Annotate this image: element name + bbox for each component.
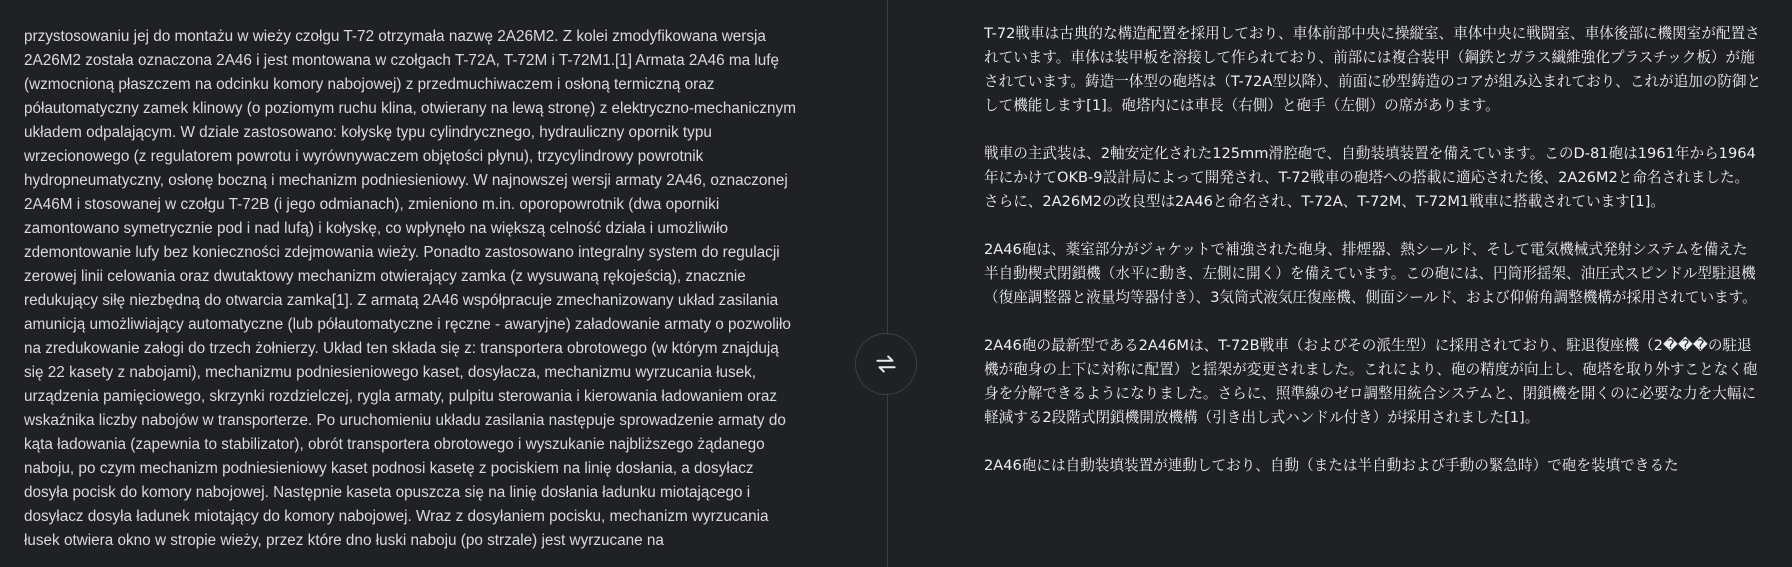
- target-pane[interactable]: [888, 0, 1792, 567]
- source-text[interactable]: [24, 25, 796, 553]
- source-text-body: przystosowaniu jej do montażu w wieży czołgu T-72 otrzymała nazwę 2A26M2. Z kolei zmodyfikowana wersja 2A26M2 została oznaczona 2A46 i jest montowana w czołgach T-72A, T-72M i T-72M1.[1] Armata 2A46 ma lufę (wzmocnioną płaszczem na odcinku komory nabojowej) z przedmuchiwaczem i osłoną termiczną oraz półautomatyczny zamek klinowy (o poziomym ruchu klina, otwierany na lewą stronę) z elektryczno-mechanicznym układem odpalającym. W dziale zastosowano: kołyskę typu cylindrycznego, hydrauliczny opornik typu wrzecionowego (z regulatorem powrotu i wyrównywaczem objętości płynu), trzycylindrowy powrotnik hydropneumatyczny, osłonę boczną i mechanizm podniesieniowy. W najnowszej wersji armaty 2A46, oznaczonej 2A46M i stosowanej w czołgu T-72B (i jego odmianach), zmieniono m.in. oporopowrotnik (dwa oporniki zamontowano symetrycznie pod i nad lufą) i kołyskę, co wpłynęło na większą celność działa i umożliwiło zdemontowanie lufy bez konieczności zdejmowania wieży. Ponadto zastosowano integralny system do regulacji zerowej linii celowania oraz dwutaktowy mechanizm otwierający zamka (z wysuwaną rękojeścią), znacznie redukujący siłę niezbędną do otwarcia zamka[1]. Z armatą 2A46 współpracuje zmechanizowany układ zasilania amunicją umożliwiający automatyczne (lub półautomatyczne i ręczne - awaryjne) załadowanie armaty o pozwoliło na zredukowanie załogi do trzech żołnierzy. Układ ten składa się z: transportera obrotowego (w którym znajdują się 22 kasety z nabojami), mechanizmu podniesieniowego kaset, dosyłacza, mechanizmu wyrzucania łusek, urządzenia pamięciowego, skrzynki rozdzielczej, rygla armaty, pulpitu sterowania i kierowania ładowaniem oraz wskaźnika liczby nabojów w transporterze. Po uruchomieniu układu zasilania następuje sprowadzenie armaty do kąta ładowania (zapewnia to stabilizator), obrót transportera obrotowego i wyszukanie najbliższego żądanego naboju, po czym mechanizm podniesieniowy kaset podnosi kasetę z pociskiem na linię dosłania, a dosyłacz dosyła pocisk do komory nabojowej. Następnie kaseta opuszcza się na linię dosłania ładunku miotającego i dosyłacz dosyła ładunek miotający do komory nabojowej. Wraz z dosyłaniem pocisku, mechanizm wyrzucania łusek otwiera okno w stropie wieży, przez które dno łuski naboju (po strzale) jest wyrzucane na: [24, 28, 796, 549]
- translated-paragraph: 2A46砲の最新型である2A46Mは、T-72B戦車（およびその派生型）に採用されており、駐退復座機（2���の駐退機が砲身の上下に対称に配置）と揺架が変更されました。これにより、砲の精度が向上し、砲塔を取り外すことなく砲身を分解できるようになりました。さらに、照準線のゼロ調整用統合システムと、閉鎖機を開くのに必要な力を大幅に軽減する2段階式閉鎖機開放機構（引き出し式ハンドル付き）が採用されました[1]。: [984, 337, 1758, 426]
- translated-text: [984, 22, 1762, 502]
- translated-paragraph: T-72戦車は古典的な構造配置を採用しており、車体前部中央に操縦室、車体中央に戦闘室、車体後部に機関室が配置されています。車体は装甲板を溶接して作られており、前部には複合装甲（鋼鉄とガラス繊維強化プラスチック板）が施されています。鋳造一体型の砲塔は（T-72A型以降）、前面に砂型鋳造のコアが組み込まれており、これが追加の防御として機能します[1]。砲塔内には車長（右側）と砲手（左側）の席があります。: [984, 25, 1762, 114]
- translated-paragraph: 戦車の主武装は、2軸安定化された125mm滑腔砲で、自動装填装置を備えています。このD-81砲は1961年から1964年にかけてOKB-9設計局によって開発され、T-72戦車の砲塔への搭載に適応された後、2A26M2と命名されました。さらに、2A26M2の改良型は2A46と命名され、T-72A、T-72M、T-72M1戦車に搭載されています[1]。: [984, 145, 1756, 210]
- translated-paragraph: 2A46砲は、薬室部分がジャケットで補強された砲身、排煙器、熱シールド、そして電気機械式発射システムを備えた半自動楔式閉鎖機（水平に動き、左側に開く）を備えています。この砲には、円筒形揺架、油圧式スピンドル型駐退機（復座調整器と液量均等器付き）、3気筒式液気圧復座機、側面シールド、および仰俯角調整機構が採用されています。: [984, 241, 1757, 306]
- source-pane[interactable]: [0, 0, 887, 567]
- translated-paragraph: 2A46砲には自動装填装置が連動しており、自動（または半自動および手動の緊急時）で砲を装填できるた: [984, 457, 1679, 474]
